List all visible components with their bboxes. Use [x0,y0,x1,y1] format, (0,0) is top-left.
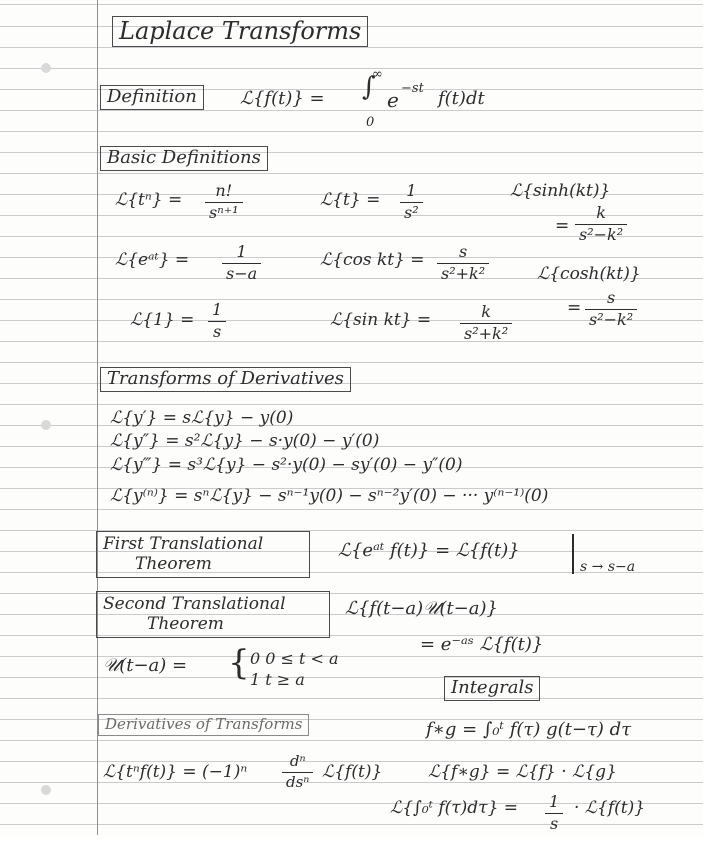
label-line: Theorem [135,554,212,574]
fraction-numerator: 1 [549,792,560,811]
derivative-formula-1: ℒ{y′} = sℒ{y} − y(0) [110,408,294,428]
fraction-numerator: s [606,288,616,307]
second-translational-label [96,591,330,638]
fraction-numerator: n! [215,181,233,200]
transform-one-fraction [208,302,226,341]
transform-one-lhs: ℒ{1} = [130,310,195,330]
evaluation-bar [572,534,574,574]
second-translational-formula-1: ℒ{f(t−a)𝒰(t−a)} [345,598,498,619]
fraction-numerator: dⁿ [289,752,306,770]
unit-step-case-2: 1 t ≥ a [250,670,305,689]
first-translational-substitution: s → s−a [580,559,636,575]
integral-transform-lhs: ℒ{∫₀ᵗ f(τ)dτ} = [390,798,519,818]
transform-sinh-eq: = [555,216,570,236]
label-line: Theorem [147,614,224,634]
derivatives-of-transforms-label: Derivatives of Transforms [98,714,309,736]
fraction-denominator: s²+k² [441,264,486,284]
page-title: Laplace Transforms [112,16,368,47]
fraction-numerator: 1 [406,181,417,200]
fraction-numerator: k [596,203,606,222]
transform-sinh-lhs: ℒ{sinh(kt)} [510,181,611,201]
derivatives-of-transforms-lhs: ℒ{tⁿf(t)} = (−1)ⁿ [103,762,248,782]
integral-lower: 0 [366,115,375,130]
fraction-numerator: k [481,302,491,321]
punch-hole [41,63,51,73]
transform-tn-fraction [205,183,243,222]
integral-upper: ∞ [372,67,383,82]
transform-sinh-fraction [575,205,627,244]
transform-sin-lhs: ℒ{sin kt} = [330,310,432,330]
punch-hole [41,420,51,430]
transform-eat-lhs: ℒ{eᵃᵗ} = [115,250,190,270]
fraction-denominator: s²+k² [464,324,509,344]
integrals-label: Integrals [444,676,540,701]
fraction-denominator: s²−k² [579,225,624,245]
transform-eat-fraction [222,244,261,283]
integral-transform-fraction [545,794,563,833]
page-bottom-edge [0,836,703,862]
label-line: Second Translational [103,594,286,614]
transform-tn-lhs: ℒ{tⁿ} = [115,190,183,210]
transforms-of-derivatives-label: Transforms of Derivatives [100,367,351,392]
transform-cos-fraction [437,244,489,283]
unit-step-lhs: 𝒰(t−a) = [103,655,188,676]
definition-lhs: ℒ{f(t)} = [240,88,325,109]
fraction-denominator: s−a [226,264,258,284]
fraction-denominator: s²−k² [589,310,634,330]
definition-label: Definition [100,85,204,110]
label-line: First Translational [103,534,264,554]
margin-line [97,0,98,835]
integral-transform-tail: · ℒ{f(t)} [574,798,646,818]
convolution-theorem: ℒ{f∗g} = ℒ{f} · ℒ{g} [428,762,617,782]
definition-tail: f(t)dt [438,88,485,109]
derivative-formula-n: ℒ{y⁽ⁿ⁾} = sⁿℒ{y} − sⁿ⁻¹y(0) − sⁿ⁻²y′(0) − ··· y⁽ⁿ⁻¹⁾(0) [110,486,549,506]
fraction-denominator: sⁿ⁺¹ [209,203,239,223]
first-translational-formula: ℒ{eᵃᵗ f(t)} = ℒ{f(t)} [338,540,520,561]
fraction-numerator: s [458,242,468,261]
transform-sin-fraction [460,304,512,343]
transform-cos-lhs: ℒ{cos kt} = [320,250,425,270]
definition-exponent: −st [401,81,424,96]
basic-definitions-label: Basic Definitions [100,146,268,171]
fraction-denominator: dsⁿ [286,773,310,792]
derivatives-of-transforms-tail: ℒ{f(t)} [322,762,383,782]
transform-t-lhs: ℒ{t} = [320,190,381,210]
first-translational-label [96,531,310,578]
fraction-denominator: s [212,322,222,342]
fraction-numerator: 1 [212,300,223,319]
definition-integrand: e [387,88,399,112]
derivative-formula-3: ℒ{y‴} = s³ℒ{y} − s²·y(0) − sy′(0) − y″(0) [110,455,463,475]
derivative-formula-2: ℒ{y″} = s²ℒ{y} − s·y(0) − y′(0) [110,431,380,451]
punch-hole [41,785,51,795]
integral-sign: ∫ [362,72,376,102]
transform-t-fraction [400,183,423,222]
derivatives-of-transforms-fraction [282,754,313,791]
convolution-definition: f∗g = ∫₀ᵗ f(τ) g(t−τ) dτ [426,719,632,740]
case-brace: { [228,643,250,683]
transform-cosh-fraction [585,290,637,329]
transform-cosh-eq: = [567,298,582,318]
second-translational-formula-2: = e⁻ᵃˢ ℒ{f(t)} [420,634,544,655]
fraction-denominator: s [549,814,559,834]
fraction-numerator: 1 [236,242,247,261]
unit-step-case-1: 0 0 ≤ t < a [250,649,339,668]
transform-cosh-lhs: ℒ{cosh(kt)} [537,264,641,284]
fraction-denominator: s² [404,203,419,223]
